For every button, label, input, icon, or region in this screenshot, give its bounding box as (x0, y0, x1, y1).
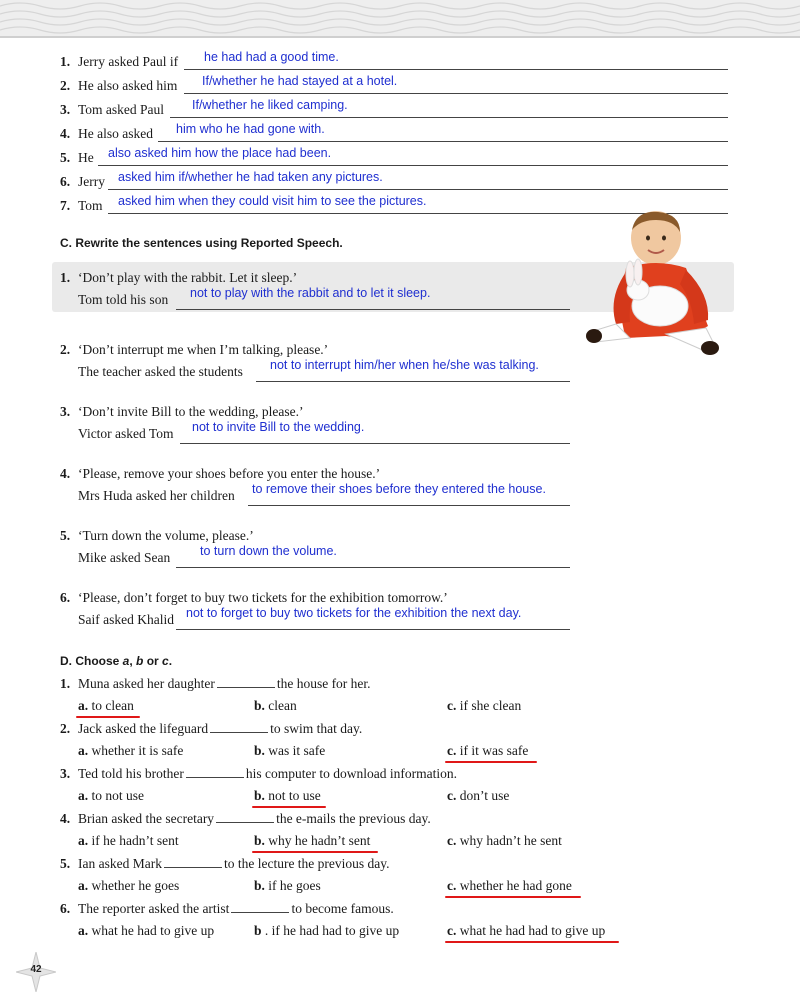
item-lead: Victor asked Tom (78, 426, 174, 441)
item-lead: Tom (78, 198, 103, 213)
question-number: 1. (60, 676, 71, 691)
heading-option-c: c (162, 654, 169, 668)
c-item-1 (60, 270, 580, 316)
answer-text[interactable]: to turn down the volume. (200, 544, 337, 558)
option-letter: c. (447, 878, 457, 893)
option-letter: c. (447, 923, 457, 938)
item-quote: ‘Please, remove your shoes before you enter the house.’ (78, 466, 381, 481)
question-text-after: his computer to download information. (245, 766, 458, 781)
d-question-6 (60, 901, 394, 917)
selected-answer-underline (252, 806, 326, 808)
answer-blank (217, 677, 275, 688)
option-letter: c. (447, 698, 457, 713)
option-text: clean (268, 698, 297, 713)
option-letter: c. (447, 833, 457, 848)
item-number: 7. (60, 198, 71, 213)
item-number: 3. (60, 102, 71, 117)
selected-answer-underline (76, 716, 140, 718)
item-lead: He (78, 150, 94, 165)
item-lead: Jerry asked Paul if (78, 54, 179, 69)
heading-comma: , (129, 654, 137, 668)
answer-text[interactable]: not to forget to buy two tickets for the exhibition the next day. (186, 606, 522, 620)
page-number: 42 (30, 964, 42, 975)
item-lead: The teacher asked the students (78, 364, 243, 379)
option-text: if she clean (459, 698, 522, 713)
heading-period: . (168, 654, 173, 668)
page-number-badge (16, 952, 56, 992)
option-letter: a. (78, 788, 89, 803)
option-text: why hadn’t he sent (459, 833, 562, 848)
heading-or: or (143, 654, 163, 668)
item-lead: Tom told his son (78, 292, 169, 307)
option-letter: b. (254, 833, 265, 848)
heading-text: D. Choose (60, 654, 123, 668)
item-lead: Jerry (78, 174, 105, 189)
answer-text[interactable]: If/whether he had stayed at a hotel. (202, 74, 398, 88)
d-question-3 (60, 766, 457, 782)
question-text-after: to swim that day. (270, 721, 363, 736)
question-number: 5. (60, 856, 71, 871)
option-c[interactable] (447, 698, 521, 714)
answer-text[interactable]: him who he had gone with. (176, 122, 325, 136)
option-letter: b. (254, 788, 265, 803)
item-number: 4. (60, 126, 71, 141)
option-text: whether it is safe (91, 743, 184, 758)
d-question-5 (60, 856, 390, 872)
option-text: if he hadn’t sent (91, 833, 179, 848)
b-item-2 (60, 74, 728, 96)
option-text: was it safe (268, 743, 326, 758)
item-number: 2. (60, 342, 71, 357)
answer-line (176, 309, 570, 310)
item-number: 3. (60, 404, 71, 419)
answer-line (158, 141, 728, 142)
option-a[interactable] (78, 698, 134, 714)
d-question-4 (60, 811, 431, 827)
answer-text[interactable]: to remove their shoes before they entered the house. (252, 482, 546, 496)
answer-line (184, 69, 728, 70)
answer-text[interactable]: asked him when they could visit him to see the pictures. (118, 194, 427, 208)
answer-line (256, 381, 570, 382)
option-letter: a. (78, 743, 89, 758)
answer-line (184, 93, 728, 94)
answer-blank (164, 857, 222, 868)
option-text: whether he had gone (459, 878, 572, 893)
option-text: if he goes (268, 878, 321, 893)
option-b[interactable] (254, 698, 297, 714)
b-item-1 (60, 50, 728, 72)
item-lead: He also asked him (78, 78, 178, 93)
header-band (0, 0, 800, 36)
option-letter: b. (254, 743, 265, 758)
option-text: . if he had had to give up (264, 923, 400, 938)
item-lead: He also asked (78, 126, 153, 141)
question-text-before: Brian asked the secretary (78, 811, 215, 826)
option-text: not to use (268, 788, 321, 803)
option-text: why he hadn’t sent (268, 833, 371, 848)
question-text-before: Ted told his brother (78, 766, 184, 781)
selected-answer-underline (252, 851, 378, 853)
answer-line (176, 629, 570, 630)
question-number: 3. (60, 766, 71, 781)
option-text: to not use (91, 788, 144, 803)
option-letter: b. (254, 698, 265, 713)
option-letter: a. (78, 923, 89, 938)
item-lead: Saif asked Khalid (78, 612, 174, 627)
item-number: 1. (60, 54, 71, 69)
option-a[interactable] (78, 833, 179, 849)
answer-text[interactable]: also asked him how the place had been. (108, 146, 332, 160)
boy-with-rabbit-illustration (586, 208, 722, 358)
answer-text[interactable]: not to invite Bill to the wedding. (192, 420, 365, 434)
question-text-before: Ian asked Mark (78, 856, 162, 871)
option-a[interactable] (78, 878, 179, 894)
item-quote: ‘Don’t interrupt me when I’m talking, please.’ (78, 342, 329, 357)
question-text-before: The reporter asked the artist (78, 901, 230, 916)
option-b[interactable] (254, 788, 321, 804)
b-item-6 (60, 170, 728, 192)
item-quote: ‘Please, don’t forget to buy two tickets for the exhibition tomorrow.’ (78, 590, 448, 605)
question-text-after: the house for her. (276, 676, 371, 691)
answer-line (108, 189, 728, 190)
section-c-heading: C. Rewrite the sentences using Reported Speech. (60, 236, 343, 250)
option-text: whether he goes (91, 878, 180, 893)
answer-line (170, 117, 728, 118)
selected-answer-underline (445, 896, 581, 898)
answer-text[interactable]: asked him if/whether he had taken any pictures. (118, 170, 383, 184)
item-number: 6. (60, 590, 71, 605)
answer-text[interactable]: not to interrupt him/her when he/she was talking. (270, 358, 539, 372)
c-item-3 (60, 404, 580, 450)
answer-blank (231, 902, 289, 913)
answer-text[interactable]: If/whether he liked camping. (192, 98, 348, 112)
question-text-after: to become famous. (291, 901, 394, 916)
question-number: 6. (60, 901, 71, 916)
header-divider (0, 36, 800, 38)
answer-text[interactable]: not to play with the rabbit and to let it sleep. (190, 286, 431, 300)
answer-line (176, 567, 570, 568)
item-number: 2. (60, 78, 71, 93)
heading-option-b: b (136, 654, 144, 668)
answer-blank (186, 767, 244, 778)
wave-pattern (0, 0, 800, 36)
option-b[interactable] (254, 833, 370, 849)
selected-answer-underline (445, 761, 537, 763)
d-question-2 (60, 721, 362, 737)
item-quote: ‘Don’t play with the rabbit. Let it sleep.’ (78, 270, 298, 285)
question-text-after: to the lecture the previous day. (223, 856, 390, 871)
question-text-before: Jack asked the lifeguard (78, 721, 209, 736)
item-quote: ‘Don’t invite Bill to the wedding, please.’ (78, 404, 304, 419)
option-c[interactable] (447, 788, 509, 804)
item-lead: Mike asked Sean (78, 550, 171, 565)
c-item-4 (60, 466, 580, 512)
section-d-heading (60, 654, 172, 668)
item-lead: Tom asked Paul (78, 102, 165, 117)
answer-blank (216, 812, 274, 823)
option-c[interactable] (447, 833, 562, 849)
b-item-5 (60, 146, 728, 168)
option-text: what he had had to give up (459, 923, 606, 938)
option-c[interactable] (447, 923, 605, 939)
option-text: what he had to give up (91, 923, 215, 938)
option-letter: c. (447, 788, 457, 803)
answer-line (98, 165, 728, 166)
option-text: if it was safe (459, 743, 529, 758)
option-letter: a. (78, 698, 89, 713)
option-c[interactable] (447, 878, 572, 894)
b-item-4 (60, 122, 728, 144)
item-quote: ‘Turn down the volume, please.’ (78, 528, 254, 543)
question-number: 2. (60, 721, 71, 736)
c-item-6 (60, 590, 580, 636)
option-a[interactable] (78, 923, 214, 939)
d-question-1 (60, 676, 371, 692)
item-lead: Mrs Huda asked her children (78, 488, 235, 503)
question-text-after: the e-mails the previous day. (276, 811, 431, 826)
option-a[interactable] (78, 743, 183, 759)
answer-blank (210, 722, 268, 733)
heading-option-a: a (122, 654, 130, 668)
selected-answer-underline (445, 941, 619, 943)
option-letter: c. (447, 743, 457, 758)
option-b[interactable] (254, 923, 399, 939)
question-text-before: Muna asked her daughter (78, 676, 215, 691)
c-item-2 (60, 342, 580, 388)
answer-text[interactable]: he had had a good time. (204, 50, 339, 64)
option-b[interactable] (254, 878, 321, 894)
option-text: don’t use (459, 788, 510, 803)
item-number: 1. (60, 270, 71, 285)
c-item-5 (60, 528, 580, 574)
option-b[interactable] (254, 743, 325, 759)
answer-line (180, 443, 570, 444)
option-letter: a. (78, 833, 89, 848)
option-c[interactable] (447, 743, 528, 759)
item-number: 5. (60, 528, 71, 543)
item-number: 6. (60, 174, 71, 189)
answer-line (248, 505, 570, 506)
question-number: 4. (60, 811, 71, 826)
b-item-3 (60, 98, 728, 120)
item-number: 5. (60, 150, 71, 165)
option-letter: a. (78, 878, 89, 893)
option-text: to clean (91, 698, 134, 713)
option-a[interactable] (78, 788, 144, 804)
item-number: 4. (60, 466, 71, 481)
option-letter: b. (254, 878, 265, 893)
option-letter: b (254, 923, 262, 938)
